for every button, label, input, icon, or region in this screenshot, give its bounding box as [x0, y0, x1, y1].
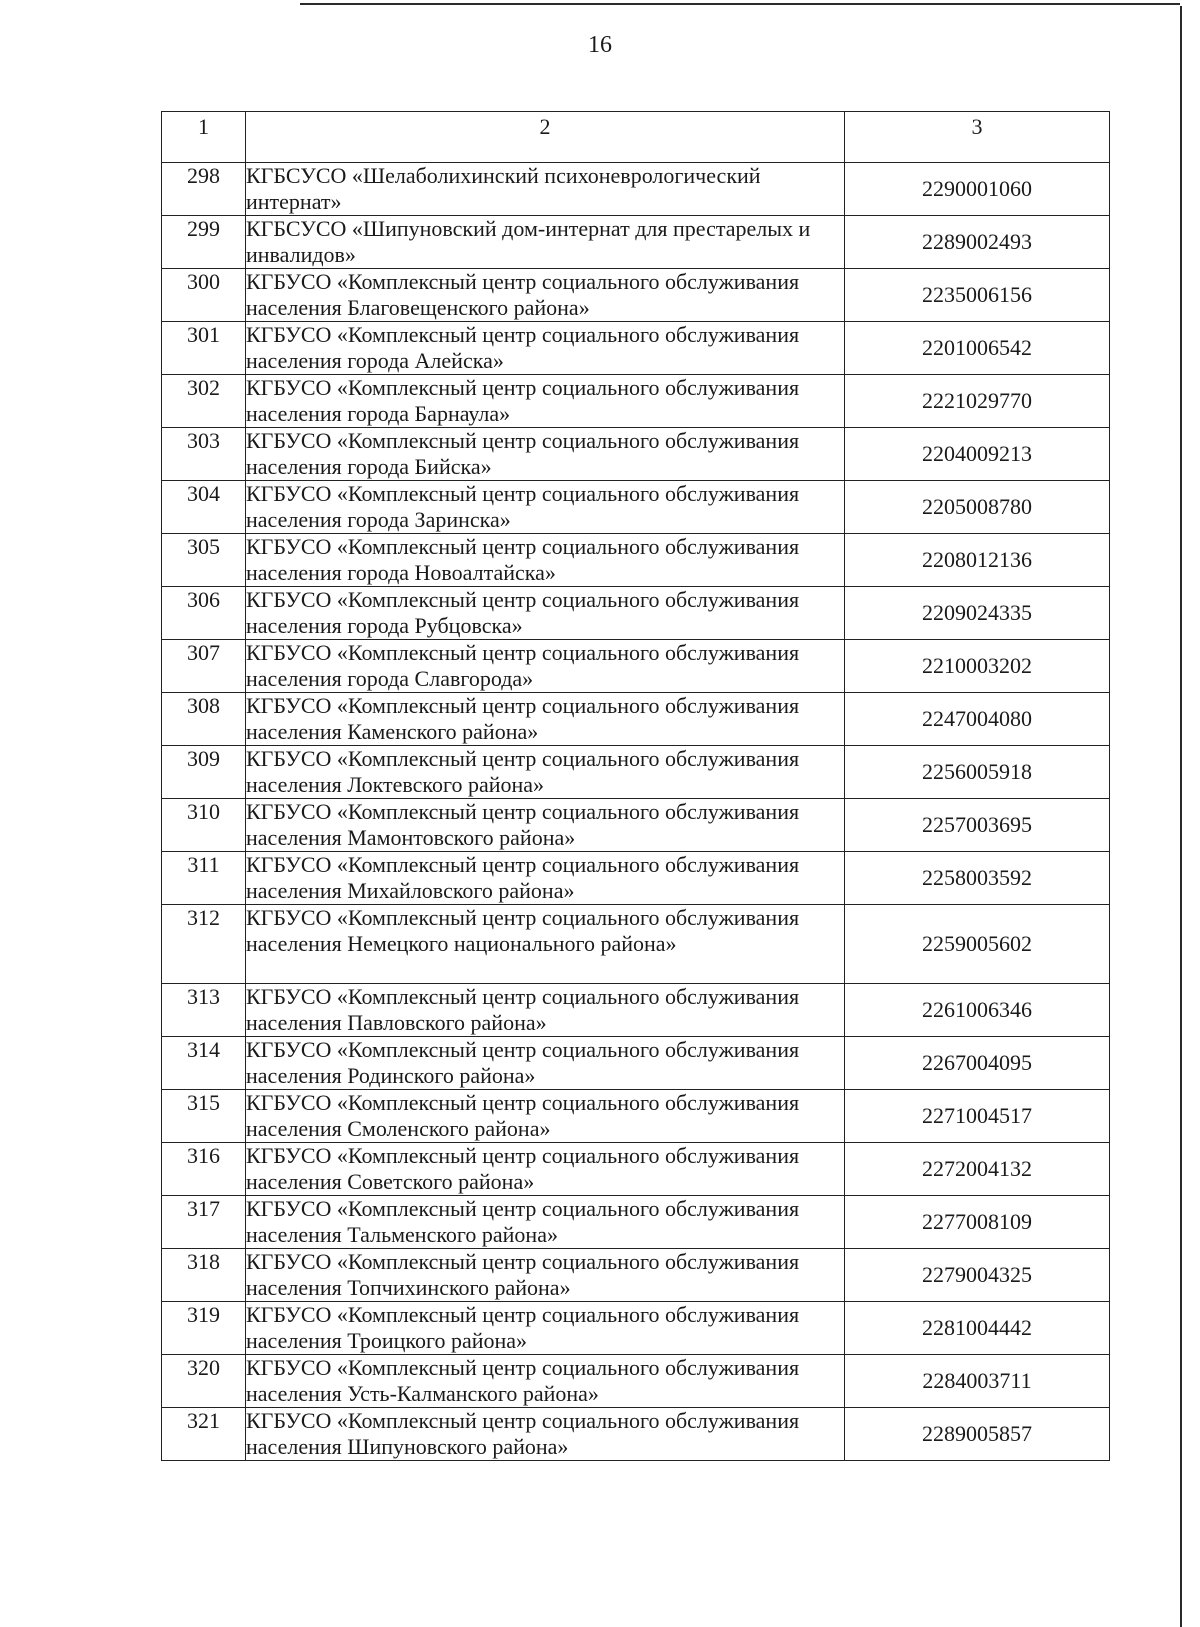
row-number: 305 [162, 534, 246, 587]
row-number: 308 [162, 693, 246, 746]
institution-inn: 2277008109 [845, 1196, 1110, 1249]
row-number: 320 [162, 1355, 246, 1408]
institution-name: КГБУСО «Комплексный центр социального обслуживания населения Павловского района» [246, 984, 845, 1037]
institution-inn: 2208012136 [845, 534, 1110, 587]
institution-inn: 2247004080 [845, 693, 1110, 746]
institution-inn: 2281004442 [845, 1302, 1110, 1355]
column-header-name: 2 [246, 112, 845, 163]
table-row [162, 1408, 1110, 1461]
table-row [162, 746, 1110, 799]
row-number: 309 [162, 746, 246, 799]
institution-inn: 2271004517 [845, 1090, 1110, 1143]
row-number: 307 [162, 640, 246, 693]
institution-name: КГБУСО «Комплексный центр социального обслуживания населения города Славгорода» [246, 640, 845, 693]
institution-inn: 2258003592 [845, 852, 1110, 905]
row-number: 301 [162, 322, 246, 375]
institution-name: КГБУСО «Комплексный центр социального обслуживания населения Шипуновского района» [246, 1408, 845, 1461]
institution-inn: 2284003711 [845, 1355, 1110, 1408]
table-row [162, 375, 1110, 428]
row-number: 318 [162, 1249, 246, 1302]
institution-inn: 2272004132 [845, 1143, 1110, 1196]
institution-name: КГБСУСО «Шелаболихинский психоневрологический интернат» [246, 163, 845, 216]
institution-name: КГБУСО «Комплексный центр социального обслуживания населения города Барнаула» [246, 375, 845, 428]
institution-name: КГБУСО «Комплексный центр социального обслуживания населения Троицкого района» [246, 1302, 845, 1355]
table-row [162, 852, 1110, 905]
table-row [162, 1143, 1110, 1196]
table-row [162, 799, 1110, 852]
table-row [162, 534, 1110, 587]
table-row [162, 1302, 1110, 1355]
row-number: 299 [162, 216, 246, 269]
institution-name: КГБУСО «Комплексный центр социального обслуживания населения города Рубцовска» [246, 587, 845, 640]
institution-inn: 2289002493 [845, 216, 1110, 269]
institution-name: КГБУСО «Комплексный центр социального обслуживания населения города Бийска» [246, 428, 845, 481]
column-header-inn: 3 [845, 112, 1110, 163]
row-number: 302 [162, 375, 246, 428]
row-number: 316 [162, 1143, 246, 1196]
institution-name: КГБУСО «Комплексный центр социального обслуживания населения Благовещенского района» [246, 269, 845, 322]
row-number: 310 [162, 799, 246, 852]
institution-inn: 2257003695 [845, 799, 1110, 852]
table-row [162, 163, 1110, 216]
institution-name: КГБУСО «Комплексный центр социального обслуживания населения Смоленского района» [246, 1090, 845, 1143]
institution-inn: 2201006542 [845, 322, 1110, 375]
institution-name: КГБУСО «Комплексный центр социального обслуживания населения города Заринска» [246, 481, 845, 534]
institution-inn: 2235006156 [845, 269, 1110, 322]
institution-inn: 2205008780 [845, 481, 1110, 534]
table-row [162, 984, 1110, 1037]
table-row [162, 216, 1110, 269]
institution-inn: 2267004095 [845, 1037, 1110, 1090]
row-number: 306 [162, 587, 246, 640]
row-number: 304 [162, 481, 246, 534]
row-number: 311 [162, 852, 246, 905]
row-number: 313 [162, 984, 246, 1037]
institution-inn: 2261006346 [845, 984, 1110, 1037]
table-row [162, 322, 1110, 375]
row-number: 312 [162, 905, 246, 984]
scan-edge-right [1180, 6, 1182, 1627]
institution-inn: 2210003202 [845, 640, 1110, 693]
page-number: 16 [588, 32, 612, 58]
table-row [162, 1249, 1110, 1302]
institution-inn: 2279004325 [845, 1249, 1110, 1302]
table-row [162, 1090, 1110, 1143]
row-number: 319 [162, 1302, 246, 1355]
institution-name: КГБУСО «Комплексный центр социального обслуживания населения города Новоалтайска» [246, 534, 845, 587]
institution-name: КГБУСО «Комплексный центр социального обслуживания населения города Алейска» [246, 322, 845, 375]
table-row [162, 1196, 1110, 1249]
institution-inn: 2256005918 [845, 746, 1110, 799]
scan-edge-top [300, 3, 1180, 5]
column-header-number: 1 [162, 112, 246, 163]
institution-inn: 2221029770 [845, 375, 1110, 428]
row-number: 300 [162, 269, 246, 322]
table-row [162, 428, 1110, 481]
institution-name: КГБУСО «Комплексный центр социального обслуживания населения Локтевского района» [246, 746, 845, 799]
row-number: 298 [162, 163, 246, 216]
table-row [162, 1355, 1110, 1408]
institution-name: КГБУСО «Комплексный центр социального обслуживания населения Тальменского района» [246, 1196, 845, 1249]
institution-inn: 2209024335 [845, 587, 1110, 640]
institutions-table [161, 111, 1110, 1461]
row-number: 321 [162, 1408, 246, 1461]
institution-name: КГБУСО «Комплексный центр социального обслуживания населения Каменского района» [246, 693, 845, 746]
table-row [162, 587, 1110, 640]
institution-name: КГБУСО «Комплексный центр социального обслуживания населения Усть-Калманского района» [246, 1355, 845, 1408]
row-number: 314 [162, 1037, 246, 1090]
institution-name: КГБУСО «Комплексный центр социального обслуживания населения Топчихинского района» [246, 1249, 845, 1302]
institution-name: КГБУСО «Комплексный центр социального обслуживания населения Советского района» [246, 1143, 845, 1196]
table-row [162, 481, 1110, 534]
institution-name: КГБУСО «Комплексный центр социального обслуживания населения Михайловского района» [246, 852, 845, 905]
institution-inn: 2290001060 [845, 163, 1110, 216]
table-row [162, 1037, 1110, 1090]
table-row [162, 905, 1110, 984]
institution-inn: 2289005857 [845, 1408, 1110, 1461]
table-row [162, 269, 1110, 322]
institution-inn: 2204009213 [845, 428, 1110, 481]
row-number: 315 [162, 1090, 246, 1143]
table-row [162, 640, 1110, 693]
institution-name: КГБУСО «Комплексный центр социального обслуживания населения Родинского района» [246, 1037, 845, 1090]
institution-inn: 2259005602 [845, 905, 1110, 984]
table-header-row [162, 112, 1110, 163]
table-row [162, 693, 1110, 746]
row-number: 303 [162, 428, 246, 481]
institution-name: КГБСУСО «Шипуновский дом-интернат для престарелых и инвалидов» [246, 216, 845, 269]
institution-name: КГБУСО «Комплексный центр социального обслуживания населения Мамонтовского района» [246, 799, 845, 852]
row-number: 317 [162, 1196, 246, 1249]
institution-name: КГБУСО «Комплексный центр социального обслуживания населения Немецкого национального района» [246, 905, 845, 984]
